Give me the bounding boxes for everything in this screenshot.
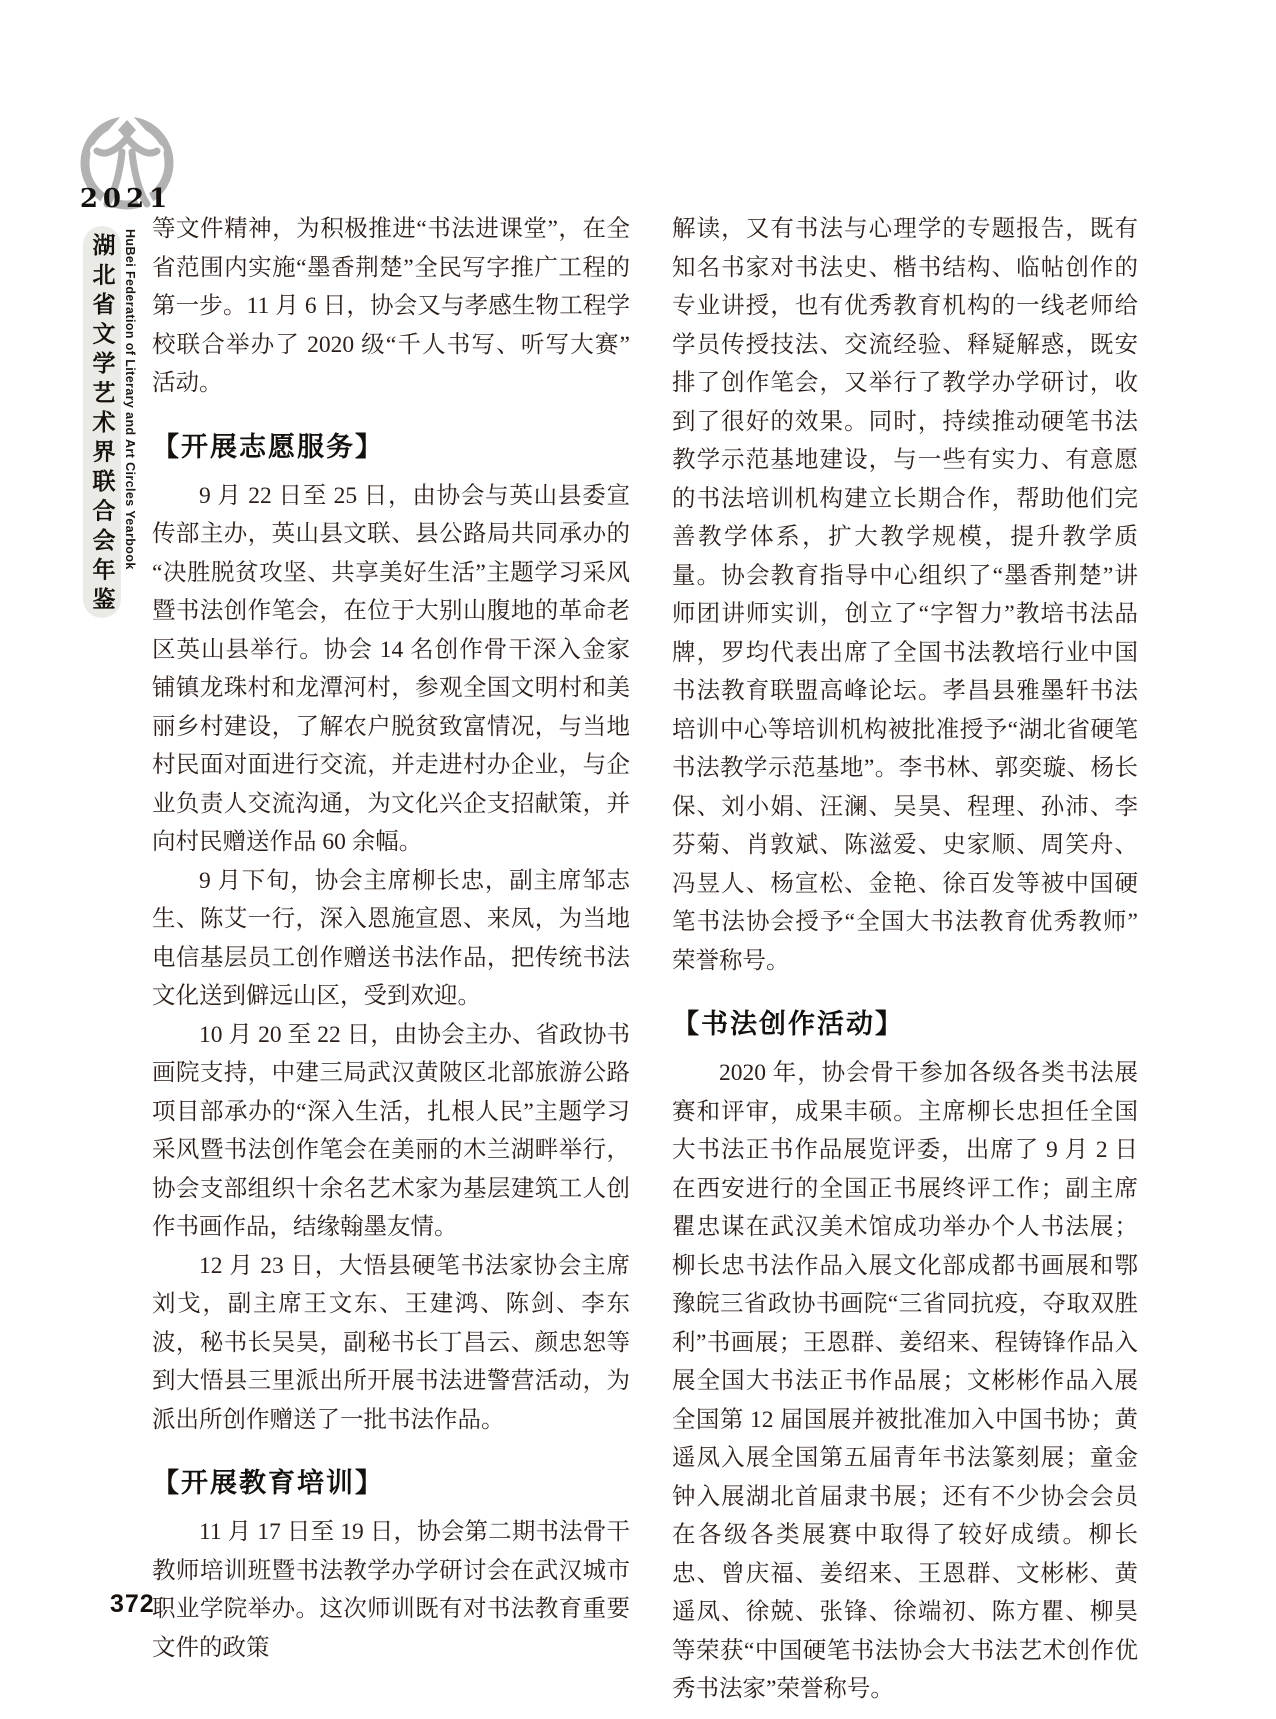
section-heading-volunteer-service: 【开展志愿服务】 [152,431,384,462]
sidebar-title-cn: 湖北省文学艺术界联合会年鉴 [88,233,116,617]
paragraph-continued: 解读，又有书法与心理学的专题报告，既有知名书家对书法史、楷书结构、临帖创作的专业讲授，也有优秀教育机构的一线老师给学员传授技法、交流经验、释疑解惑，既安排了创作笔会，又举行了教学办学研讨，收到了很好的效果。同时，持续推动硬笔书法教学示范基地建设，与一些有实力、有意愿的书法培训机构建立长期合作，帮助他们完善教学体系，扩大教学规模，提升教学质量。协会教育指导中心组织了“墨香荆楚”讲师团讲师实训，创立了“字智力”教培书法品牌，罗均代表出席了全国书法教培行业中国书法教育联盟高峰论坛。孝昌县雅墨轩书法培训中心等培训机构被批准授予“湖北省硬笔书法教学示范基地”。李书林、郭奕璇、杨长保、刘小娟、汪澜、吴昊、程理、孙沛、李芬菊、肖敦斌、陈滋爱、史家顺、周笑舟、冯昱人、杨宣松、金艳、徐百发等被中国硬笔书法协会授予“全国大书法教育优秀教师”荣誉称号。 [672,216,1138,974]
page-number: 372 [110,1590,155,1618]
paragraph-continued: 等文件精神，为积极推进“书法进课堂”，在全省范围内实施“墨香荆楚”全民写字推广工程的第一步。11 月 6 日，协会又与孝感生物工程学校联合举办了 2020 级“千人书写、听写大赛”活动。 [152,216,630,396]
paragraph: 2020 年，协会骨干参加各级各类书法展赛和评审，成果丰硕。主席柳长忠担任全国大书法正书作品展览评委，出席了 9 月 2 日在西安进行的全国正书展终评工作；副主席瞿忠谋在武汉美术馆成功举办个人书法展；柳长忠书法作品入展文化部成都书画展和鄂豫皖三省政协书画院“三省同抗疫，夺取双胜利”书画展；王恩群、姜绍来、程铸锋作品入展全国大书法正书作品展；文彬彬作品入展全国第 12 届国展并被批准加入中国书协；黄遥凤入展全国第五届青年书法篆刻展；童金钟入展湖北首届隶书展；还有不少协会会员在各级各类展赛中取得了较好成绩。柳长忠、曾庆福、姜绍来、王恩群、文彬彬、黄遥凤、徐兢、张锋、徐端初、陈方瞿、柳昊等荣获“中国硬笔书法协会大书法艺术创作优秀书法家”荣誉称号。 [672,1060,1138,1702]
paragraph: 12 月 23 日，大悟县硬笔书法家协会主席刘戈，副主席王文东、王建鸿、陈剑、李东波，秘书长吴昊，副秘书长丁昌云、颜忠恕等到大悟县三里派出所开展书法进警营活动，为派出所创作赠送了一批书法作品。 [152,1252,630,1433]
right-column [672,210,1138,1709]
paragraph: 9 月下旬，协会主席柳长忠，副主席邹志生、陈艾一行，深入恩施宣恩、来凤，为当地电信基层员工创作赠送书法作品，把传统书法文化送到僻远山区，受到欢迎。 [152,867,630,1009]
section-heading-education-training: 【开展教育培训】 [152,1468,384,1498]
left-column [152,210,630,1667]
year-label: 2021 [79,184,173,214]
paragraph: 11 月 17 日至 19 日，协会第二期书法骨干教师培训班暨书法教学办学研讨会在武汉城市职业学院举办。这次师训既有对书法教育重要文件的政策 [152,1519,630,1661]
section-heading-calligraphy-creation: 【书法创作活动】 [672,1009,904,1039]
paragraph: 10 月 20 至 22 日，由协会主办、省政协书画院支持，中建三局武汉黄陂区北部旅游公路项目部承办的“深入生活，扎根人民”主题学习采风暨书法创作笔会在美丽的木兰湖畔举行，协会支部组织十余名艺术家为基层建筑工人创作书画作品，结缘翰墨友情。 [152,1021,630,1240]
sidebar-title-strip [83,226,121,618]
paragraph: 9 月 22 日至 25 日，由协会与英山县委宣传部主办，英山县文联、县公路局共同承办的“决胜脱贫攻坚、共享美好生活”主题学习采风暨书法创作笔会，在位于大别山腹地的革命老区英山县举行。协会 14 名创作骨干深入金家铺镇龙珠村和龙潭河村，参观全国文明村和美丽乡村建设，了解农户脱贫致富情况，与当地村民面对面进行交流，并走进村办企业，与企业负责人交流沟通，为文化兴企支招献策，并向村民赠送作品 60 余幅。 [152,482,630,855]
sidebar-title-en: HuBei Federation of Literary and Art Circles Yearbook [123,229,137,570]
